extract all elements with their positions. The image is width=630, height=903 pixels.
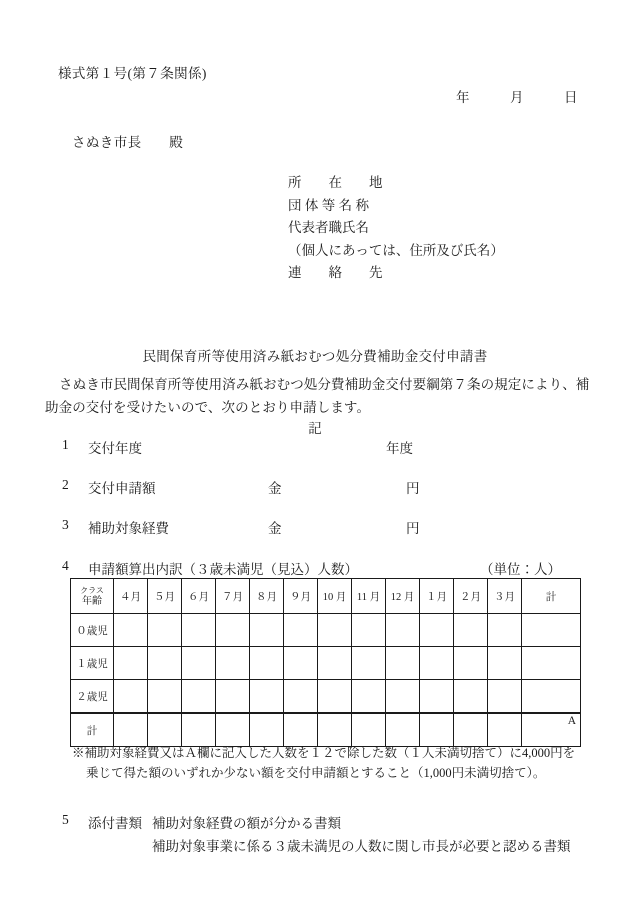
corner-age-label: 年齢: [82, 596, 102, 607]
table-total-row: [71, 713, 581, 747]
table-cell[interactable]: [216, 647, 250, 680]
table-cell[interactable]: [488, 647, 522, 680]
table-cell[interactable]: [216, 614, 250, 647]
table-cell[interactable]: [250, 614, 284, 647]
form-number: 様式第１号(第７条関係): [58, 66, 207, 81]
applicant-address-label: 所 在 地: [288, 175, 383, 190]
table-cell[interactable]: [284, 614, 318, 647]
table-cell[interactable]: [114, 680, 148, 714]
table-cell[interactable]: [352, 680, 386, 714]
table-cell[interactable]: [420, 647, 454, 680]
calculation-note: [72, 743, 602, 783]
table-header-month: 11 月: [352, 579, 386, 614]
table-cell[interactable]: [386, 713, 420, 747]
table-cell[interactable]: [114, 647, 148, 680]
item2-money-mark: 金: [268, 481, 282, 496]
date-line: 年 月 日: [456, 90, 578, 105]
table-cell[interactable]: [352, 614, 386, 647]
table-header-total: 計: [522, 579, 581, 614]
calculation-note-line2: 乗じて得た額のいずれか少ない額を交付申請額とすること（1,000円未満切捨て）。: [86, 766, 546, 780]
table-row: [71, 614, 581, 647]
table-cell[interactable]: [454, 647, 488, 680]
addressee: さぬき市長 殿: [72, 135, 184, 150]
applicant-info-block: [288, 172, 504, 285]
table-cell[interactable]: [420, 614, 454, 647]
applicant-organization-label: 団 体 等 名 称: [288, 197, 369, 213]
table-cell[interactable]: [522, 647, 581, 680]
item5-label: 添付書類: [88, 816, 142, 831]
table-header-month: ２月: [454, 579, 488, 614]
item4-label: 申請額算出内訳（３歳未満児（見込）人数）: [88, 562, 358, 577]
applicant-individual-note: （個人にあっては、住所及び氏名）: [288, 242, 504, 258]
table-header-month: ７月: [216, 579, 250, 614]
breakdown-table: [70, 578, 581, 747]
table-cell[interactable]: [454, 713, 488, 747]
item1-fiscal-year-unit: 年度: [386, 441, 413, 456]
table-cell[interactable]: [148, 680, 182, 714]
table-cell[interactable]: [522, 614, 581, 647]
document-title: 民間保育所等使用済み紙おむつ処分費補助金交付申請書: [142, 349, 488, 364]
item4-number: 4: [62, 558, 69, 573]
table-cell[interactable]: [148, 614, 182, 647]
body-paragraph: さぬき市民間保育所等使用済み紙おむつ処分費補助金交付要綱第７条の規定により、補助金の交付を受けたいので、次のとおり申請します。: [45, 377, 590, 415]
item4-unit-note: （単位：人）: [480, 562, 561, 577]
table-cell[interactable]: [318, 713, 352, 747]
table-cell[interactable]: [420, 680, 454, 714]
table-cell[interactable]: [488, 713, 522, 747]
table-cell[interactable]: [182, 647, 216, 680]
table-cell[interactable]: [522, 680, 581, 714]
table-header-month: ３月: [488, 579, 522, 614]
table-cell[interactable]: [250, 680, 284, 714]
table-cell[interactable]: [386, 680, 420, 714]
table-cell[interactable]: [284, 680, 318, 714]
table-cell[interactable]: [522, 713, 581, 747]
table-row: [71, 647, 581, 680]
table-row-label: ０歳児: [71, 614, 114, 647]
table-cell[interactable]: [318, 614, 352, 647]
table-cell[interactable]: [318, 647, 352, 680]
table-cell[interactable]: [148, 647, 182, 680]
table-row: [71, 680, 581, 714]
table-cell[interactable]: [284, 647, 318, 680]
table-cell[interactable]: [250, 713, 284, 747]
table-cell[interactable]: [182, 680, 216, 714]
item1-number: 1: [62, 437, 69, 452]
item1-label: 交付年度: [88, 441, 142, 456]
table-cell[interactable]: [114, 614, 148, 647]
table-a-marker: A: [567, 715, 576, 727]
item5-attachment-line2: 補助対象事業に係る３歳未満児の人数に関し市長が必要と認める書類: [152, 839, 571, 854]
table-cell[interactable]: [352, 647, 386, 680]
applicant-representative-label: 代表者職氏名: [288, 220, 369, 235]
table-cell[interactable]: [250, 647, 284, 680]
table-cell[interactable]: [386, 614, 420, 647]
item5-number: 5: [62, 812, 69, 827]
table-cell[interactable]: [352, 713, 386, 747]
table-corner-cell: [71, 579, 114, 614]
table-row-label: ２歳児: [71, 680, 114, 714]
item2-currency-unit: 円: [406, 481, 420, 496]
table-row-label: １歳児: [71, 647, 114, 680]
applicant-contact-label: 連 絡 先: [288, 265, 383, 280]
item3-label: 補助対象経費: [88, 521, 169, 536]
item3-currency-unit: 円: [406, 521, 420, 536]
table-header-month: １月: [420, 579, 454, 614]
table-cell[interactable]: [216, 680, 250, 714]
table-header-month: ９月: [284, 579, 318, 614]
calculation-note-line1: ※補助対象経費又はＡ欄に記入した人数を１２で除した数（１人未満切捨て）に4,000円を: [72, 746, 576, 760]
table-row-label: 計: [71, 713, 114, 747]
table-cell[interactable]: [488, 614, 522, 647]
table-cell[interactable]: [182, 614, 216, 647]
table-header-month: 12 月: [386, 579, 420, 614]
table-cell[interactable]: [454, 680, 488, 714]
table-cell[interactable]: [114, 713, 148, 747]
table-header-row: [71, 579, 581, 614]
table-cell[interactable]: [284, 713, 318, 747]
item2-number: 2: [62, 477, 69, 492]
table-cell[interactable]: [182, 713, 216, 747]
breakdown-table-wrapper: [70, 578, 581, 747]
table-cell[interactable]: [454, 614, 488, 647]
table-header-month: ４月: [114, 579, 148, 614]
item3-money-mark: 金: [268, 521, 282, 536]
item5-attachment-line1: 補助対象経費の額が分かる書類: [152, 816, 341, 831]
item2-label: 交付申請額: [88, 481, 156, 496]
table-cell[interactable]: [488, 680, 522, 714]
table-header-month: ５月: [148, 579, 182, 614]
table-cell[interactable]: [148, 713, 182, 747]
item3-number: 3: [62, 517, 69, 532]
table-cell[interactable]: [420, 713, 454, 747]
corner-class-label: クラス: [80, 585, 104, 595]
table-cell[interactable]: [216, 713, 250, 747]
table-cell[interactable]: [386, 647, 420, 680]
ki-mark: 記: [308, 421, 322, 436]
table-header-month: 10 月: [318, 579, 352, 614]
table-header-month: ８月: [250, 579, 284, 614]
table-header-month: ６月: [182, 579, 216, 614]
table-cell[interactable]: [318, 680, 352, 714]
